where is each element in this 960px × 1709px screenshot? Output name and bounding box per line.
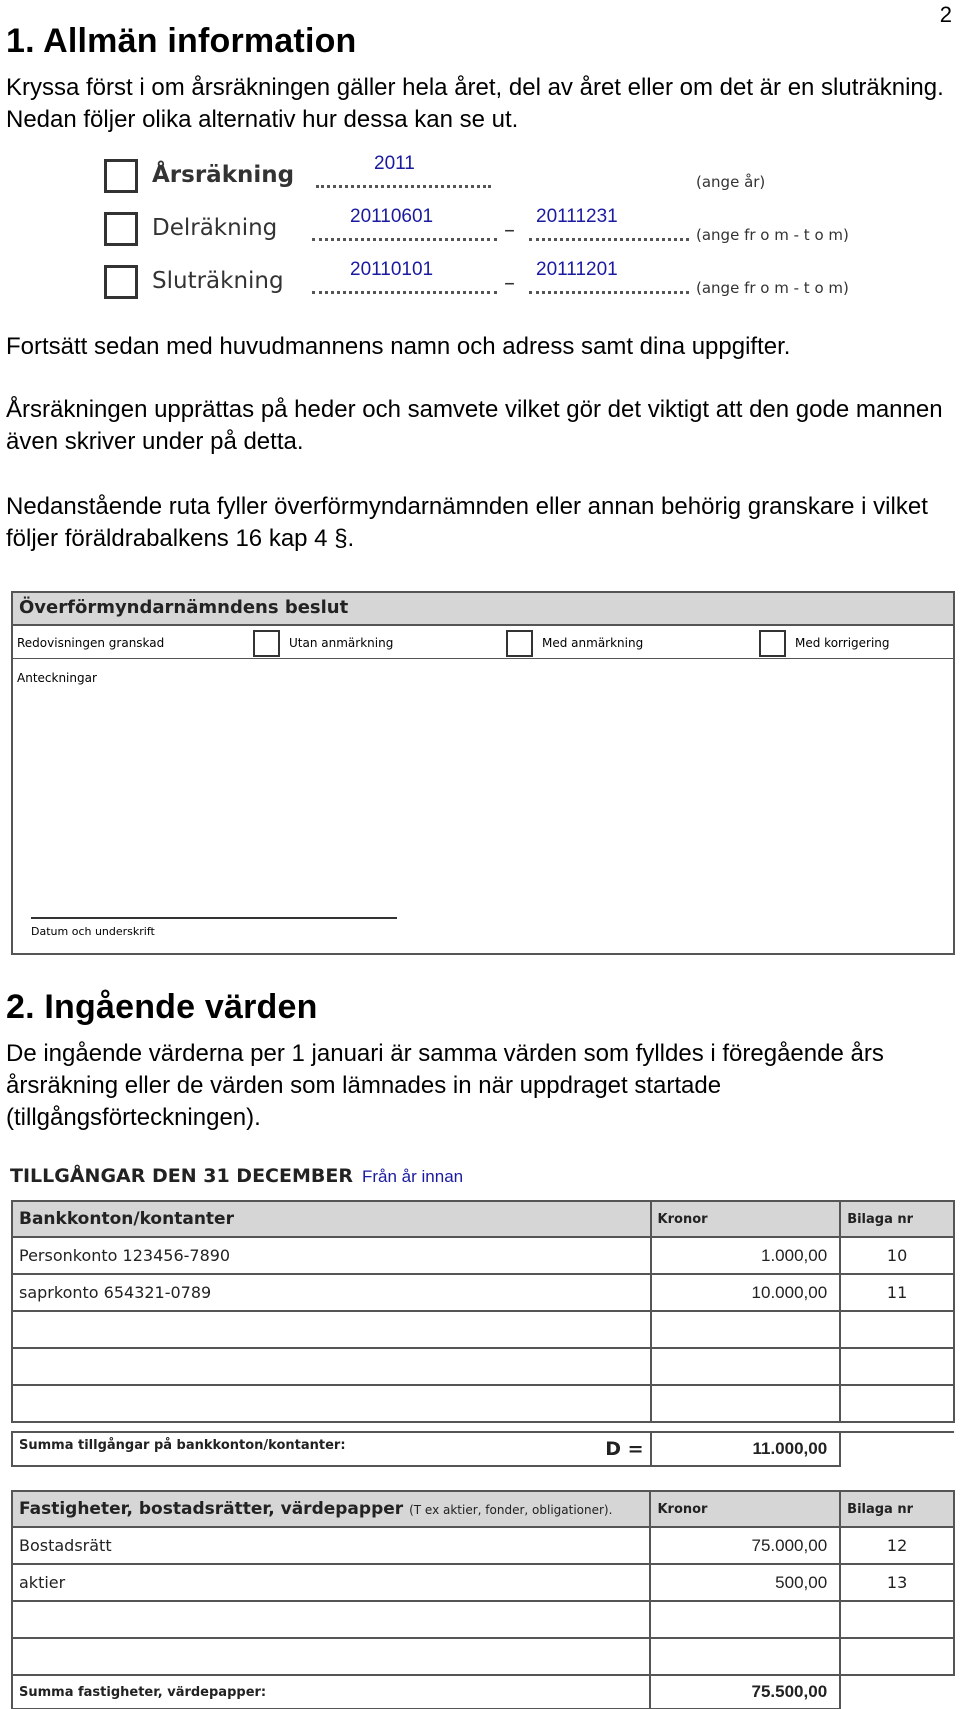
table-row[interactable] bbox=[12, 1348, 954, 1385]
section-2-intro: De ingående värderna per 1 januari är samma värden som fylldes i föregående års årsräkning eller de värden som lämnades in när uppdraget startade (tillgångsförteckningen). bbox=[6, 1040, 884, 1131]
signature-label: Datum och underskrift bbox=[31, 925, 155, 938]
example-value: 2011 bbox=[374, 153, 415, 174]
table-row[interactable] bbox=[12, 1237, 954, 1274]
desc-cell[interactable] bbox=[12, 1311, 651, 1348]
desc-cell[interactable] bbox=[12, 1348, 651, 1385]
option-med-korrigering: Med korrigering bbox=[795, 636, 890, 650]
bilaga-cell[interactable] bbox=[840, 1601, 954, 1638]
section-1-title: 1. Allmän information bbox=[6, 22, 357, 60]
bank-accounts-table bbox=[11, 1200, 955, 1467]
bank-sum-value[interactable]: 11.000,00 bbox=[752, 1439, 828, 1458]
example-value-to: 20111231 bbox=[536, 206, 618, 227]
bilaga-cell[interactable] bbox=[840, 1311, 954, 1348]
option-utan-anmarkning: Utan anmärkning bbox=[289, 636, 394, 650]
property-securities-table bbox=[11, 1490, 955, 1709]
property-sum-label: Summa fastigheter, värdepapper: bbox=[12, 1675, 650, 1709]
section-1-para-2: Fortsätt sedan med huvudmannens namn och adress samt dina uppgifter. bbox=[6, 333, 791, 360]
assets-title: TILLGÅNGAR DEN 31 DECEMBER bbox=[10, 1165, 353, 1187]
page-number: 2 bbox=[939, 2, 952, 27]
example-dash: – bbox=[504, 218, 515, 243]
section-1-para-4: Nedanstående ruta fyller överförmyndarnämnden eller annan behörig granskare i vilket följer föräldrabalkens 16 kap 4 §. bbox=[6, 493, 928, 552]
kronor-header: Kronor bbox=[650, 1491, 840, 1527]
property-sum-row bbox=[12, 1675, 954, 1709]
decision-title: Överförmyndarnämndens beslut bbox=[13, 593, 953, 626]
desc-cell[interactable] bbox=[12, 1601, 650, 1638]
example-dash: – bbox=[504, 271, 515, 296]
assets-subtitle: Från år innan bbox=[362, 1167, 464, 1186]
bank-sum-label: Summa tillgångar på bankkonton/kontanter: bbox=[19, 1438, 346, 1453]
table-gap bbox=[12, 1422, 954, 1432]
example-dotted-line bbox=[316, 185, 491, 188]
desc-cell[interactable] bbox=[12, 1638, 650, 1675]
example-note: (ange år) bbox=[696, 173, 766, 191]
bilaga-cell[interactable]: 11 bbox=[840, 1274, 954, 1311]
table-row[interactable] bbox=[12, 1564, 954, 1601]
desc-cell[interactable] bbox=[12, 1385, 651, 1422]
table-row[interactable] bbox=[12, 1638, 954, 1675]
section-1-intro: Kryssa först i om årsräkningen gäller hela året, del av året eller om det är en sluträkning. Nedan följer olika alternativ hur dessa kan se ut. bbox=[6, 74, 944, 133]
kronor-cell[interactable] bbox=[650, 1638, 840, 1675]
bilaga-cell[interactable] bbox=[840, 1348, 954, 1385]
example-dotted-line bbox=[529, 291, 689, 294]
table-header bbox=[12, 1491, 954, 1527]
example-row-delrakning bbox=[104, 208, 864, 248]
desc-cell[interactable]: Bostadsrätt bbox=[12, 1527, 650, 1564]
bilaga-header: Bilaga nr bbox=[840, 1491, 954, 1527]
option-med-anmarkning: Med anmärkning bbox=[542, 636, 644, 650]
bilaga-cell[interactable]: 13 bbox=[840, 1564, 954, 1601]
example-label: Årsräkning bbox=[152, 162, 295, 188]
section-1-para-3: Årsräkningen upprättas på heder och samvete vilket gör det viktigt att den gode mannen även skriver under på detta. bbox=[6, 396, 943, 455]
kronor-header: Kronor bbox=[651, 1201, 841, 1237]
table-header bbox=[12, 1201, 954, 1237]
bilaga-cell[interactable] bbox=[840, 1638, 954, 1675]
example-label: Sluträkning bbox=[152, 268, 284, 294]
decision-box bbox=[11, 591, 955, 955]
example-dotted-line bbox=[312, 238, 497, 241]
kronor-cell[interactable]: 10.000,00 bbox=[751, 1282, 828, 1302]
table-row[interactable] bbox=[12, 1527, 954, 1564]
example-figure bbox=[104, 155, 864, 305]
example-checkbox bbox=[104, 265, 138, 299]
example-note: (ange fr o m - t o m) bbox=[696, 226, 849, 244]
kronor-cell[interactable] bbox=[650, 1601, 840, 1638]
example-dotted-line bbox=[529, 238, 689, 241]
bank-header: Bankkonton/kontanter bbox=[12, 1201, 651, 1237]
table-row[interactable] bbox=[12, 1601, 954, 1638]
bilaga-cell[interactable] bbox=[840, 1385, 954, 1422]
section-2-title: 2. Ingående värden bbox=[6, 988, 318, 1026]
example-dotted-line bbox=[312, 291, 497, 294]
bilaga-cell[interactable]: 12 bbox=[840, 1527, 954, 1564]
property-header: Fastigheter, bostadsrätter, värdepapper bbox=[19, 1499, 404, 1519]
notes-label: Anteckningar bbox=[17, 671, 97, 685]
example-checkbox bbox=[104, 159, 138, 193]
reviewed-label: Redovisningen granskad bbox=[17, 636, 165, 650]
kronor-cell[interactable]: 1.000,00 bbox=[761, 1245, 828, 1265]
checkbox-med-korrigering[interactable] bbox=[759, 630, 786, 657]
kronor-cell[interactable] bbox=[651, 1385, 841, 1422]
sum-marker-d: D = bbox=[605, 1438, 644, 1460]
example-note: (ange fr o m - t o m) bbox=[696, 279, 849, 297]
table-row[interactable] bbox=[12, 1385, 954, 1422]
example-row-slutrakning bbox=[104, 261, 864, 301]
example-value-from: 20110101 bbox=[350, 259, 434, 280]
bank-sum-row bbox=[12, 1432, 954, 1466]
checkbox-utan-anmarkning[interactable] bbox=[253, 630, 280, 657]
example-row-arsrakning bbox=[104, 155, 864, 195]
property-header-note: (T ex aktier, fonder, obligationer). bbox=[409, 1503, 613, 1517]
checkbox-med-anmarkning[interactable] bbox=[506, 630, 533, 657]
desc-cell[interactable]: aktier bbox=[12, 1564, 650, 1601]
kronor-cell[interactable] bbox=[651, 1348, 841, 1385]
kronor-cell[interactable]: 500,00 bbox=[775, 1572, 828, 1592]
desc-cell[interactable]: Personkonto 123456-7890 bbox=[12, 1237, 651, 1274]
example-label: Delräkning bbox=[152, 215, 278, 241]
example-checkbox bbox=[104, 212, 138, 246]
property-sum-value[interactable]: 75.500,00 bbox=[751, 1682, 828, 1701]
example-value-to: 20111201 bbox=[536, 259, 618, 280]
bilaga-cell[interactable]: 10 bbox=[840, 1237, 954, 1274]
decision-review-row bbox=[13, 626, 953, 659]
kronor-cell[interactable]: 75.000,00 bbox=[751, 1535, 828, 1555]
table-row[interactable] bbox=[12, 1311, 954, 1348]
bilaga-header: Bilaga nr bbox=[840, 1201, 954, 1237]
desc-cell[interactable]: saprkonto 654321-0789 bbox=[12, 1274, 651, 1311]
example-value-from: 20110601 bbox=[350, 206, 434, 227]
signature-line[interactable] bbox=[31, 917, 397, 919]
table-row[interactable] bbox=[12, 1274, 954, 1311]
kronor-cell[interactable] bbox=[651, 1311, 841, 1348]
